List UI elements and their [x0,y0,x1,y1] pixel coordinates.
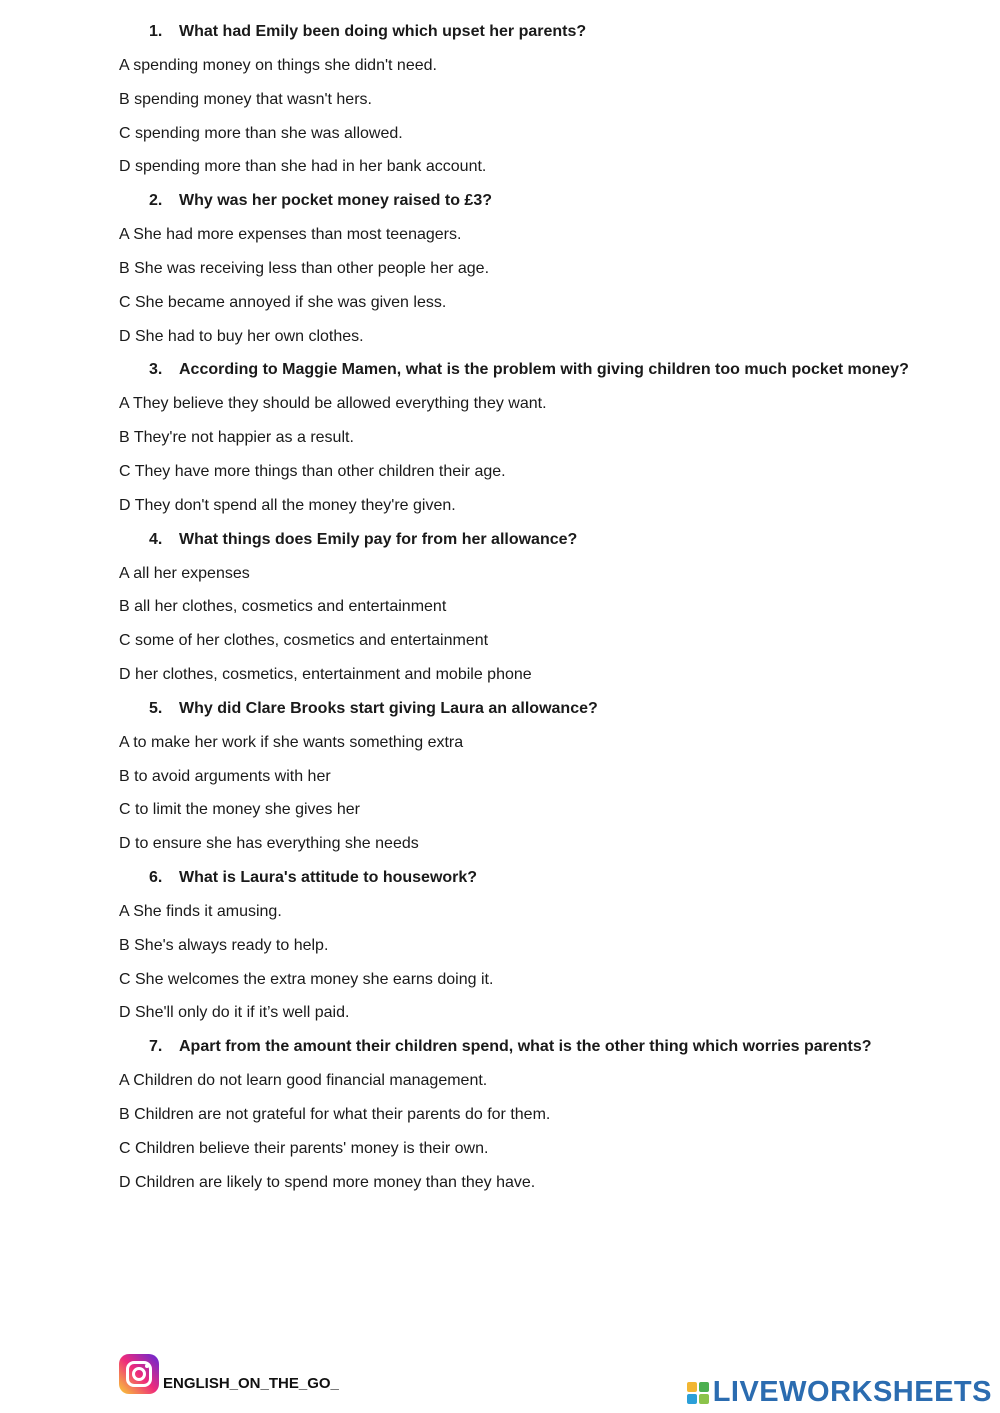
answer-option[interactable]: D spending more than she had in her bank account. [119,158,487,176]
question-number: 4. [149,530,163,548]
question-title [119,1037,979,1071]
answer-option[interactable]: A Children do not learn good financial management. [119,1072,488,1090]
question-text: What things does Emily pay for from her allowance? [179,530,578,548]
answer-option[interactable]: D She had to buy her own clothes. [119,327,364,345]
question-title [119,530,979,564]
question-title [119,868,979,902]
answer-option[interactable]: C Children believe their parents' money is their own. [119,1139,489,1157]
liveworksheets-brand [687,1376,992,1409]
question-5 [119,699,979,868]
instagram-icon [119,1354,159,1394]
question-6 [119,868,979,1037]
answer-option[interactable]: B They're not happier as a result. [119,429,354,447]
answer-option[interactable]: A She finds it amusing. [119,902,282,920]
answer-option[interactable]: D Children are likely to spend more money than they have. [119,1173,536,1191]
answer-option[interactable]: C They have more things than other children their age. [119,462,506,480]
answer-option[interactable]: D They don't spend all the money they're given. [119,496,456,514]
answer-option[interactable]: B to avoid arguments with her [119,767,331,785]
answer-option[interactable]: D She'll only do it if it’s well paid. [119,1004,350,1022]
answer-option[interactable]: B She was receiving less than other people her age. [119,259,490,277]
answer-option[interactable]: B all her clothes, cosmetics and entertainment [119,598,447,616]
answer-option[interactable]: C She became annoyed if she was given less. [119,293,447,311]
question-text: What had Emily been doing which upset her parents? [179,23,587,40]
answer-option[interactable]: B Children are not grateful for what their parents do for them. [119,1105,551,1123]
answer-option[interactable]: B spending money that wasn't hers. [119,90,372,108]
answer-option[interactable]: A all her expenses [119,564,250,582]
question-title [119,191,979,225]
question-number: 7. [149,1038,163,1056]
question-number: 2. [149,192,163,210]
question-3 [119,360,979,529]
liveworksheets-wordmark: LIVEWORKSHEETS [712,1376,992,1408]
answer-option[interactable]: D her clothes, cosmetics, entertainment and mobile phone [119,665,532,683]
answer-option[interactable]: A They believe they should be allowed everything they want. [119,395,547,413]
question-title [119,699,979,733]
answer-option[interactable]: C She welcomes the extra money she earns doing it. [119,970,494,988]
question-text: According to Maggie Mamen, what is the problem with giving children too much pocket money? [179,361,909,379]
question-title [119,360,979,394]
answer-option[interactable]: A She had more expenses than most teenagers. [119,226,462,244]
answer-option[interactable]: C to limit the money she gives her [119,801,360,819]
question-text: Why did Clare Brooks start giving Laura an allowance? [179,699,598,717]
instagram-handle: ENGLISH_ON_THE_GO_ [163,1374,339,1392]
question-number: 3. [149,361,163,379]
question-7 [119,1037,979,1206]
question-text: Why was her pocket money raised to £3? [179,192,492,210]
answer-option[interactable]: B She's always ready to help. [119,936,329,954]
worksheet [119,22,979,1206]
answer-option[interactable]: C spending more than she was allowed. [119,124,403,142]
question-2 [119,191,979,360]
answer-option[interactable]: A to make her work if she wants something extra [119,733,464,751]
question-number: 6. [149,868,163,886]
answer-option[interactable]: C some of her clothes, cosmetics and entertainment [119,632,489,650]
question-title [119,22,979,56]
question-text: What is Laura's attitude to housework? [179,868,478,886]
answer-option[interactable]: A spending money on things she didn't need. [119,57,437,74]
question-text: Apart from the amount their children spend, what is the other thing which worries parents? [179,1038,872,1056]
answer-option[interactable]: D to ensure she has everything she needs [119,835,419,853]
question-4 [119,530,979,699]
question-number: 1. [149,23,163,40]
instagram-credit [119,1354,339,1394]
question-number: 5. [149,699,163,717]
liveworksheets-icon [687,1382,709,1404]
question-1 [119,22,979,191]
